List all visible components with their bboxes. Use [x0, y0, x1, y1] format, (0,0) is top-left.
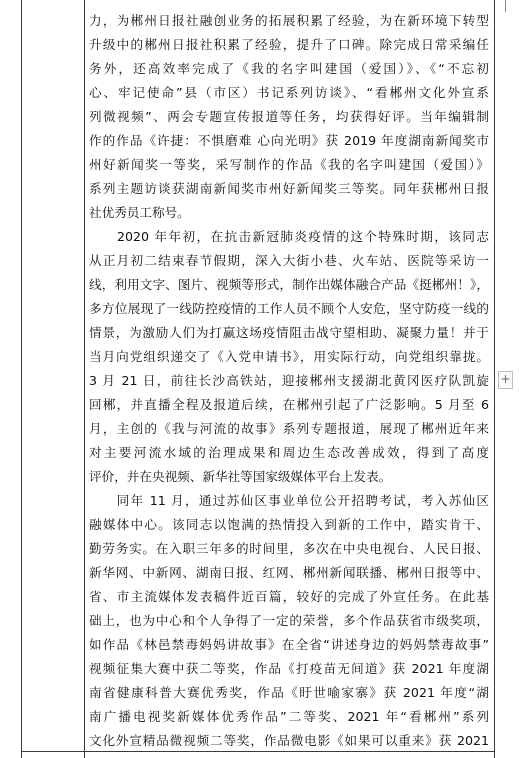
page-corner-mark [505, 0, 506, 12]
text-line: 对主要河流水域的治理成果和周边生态改善成效，得到了高度 [89, 445, 489, 460]
text-line: 南广播电视奖新媒体优秀作品”二等奖、2021 年“看郴州”系列 [89, 709, 489, 724]
text-line: 省、市主流媒体发表稿件近百篇，较好的完成了外宣任务。在此基 [89, 589, 489, 604]
text-line: 勤劳务实。在入职三年多的时间里，多次在中央电视台、人民日报、 [89, 541, 489, 556]
text-line: 力，为郴州日报社融创业务的拓展积累了经验，为在新环境下转型 [89, 13, 489, 28]
text-line: 评价，并在央视频、新华社等国家级媒体平台上发表。 [89, 469, 392, 484]
text-line: 月，主创的《我与河流的故事》系列专题报道，展现了郴州近年来 [89, 421, 489, 436]
text-line: 州好新闻奖一等奖，采写制作的作品《我的名字叫建国（爱国）》 [89, 157, 489, 172]
text-line: 础上，也为中心和个人争得了一定的荣誉，多个作品获省市级奖项， [89, 613, 489, 628]
text-line: 视频征集大赛中获二等奖，作品《打疫苗无间道》获 2021 年度湖 [89, 661, 489, 676]
text-cell [85, 0, 493, 758]
text-line: 新华网、中新网、湖南日报、红网、郴州新闻联播、郴州日报等中、 [89, 565, 489, 580]
text-line: 融媒体中心。该同志以饱满的热情投入到新的工作中，踏实肯干、 [89, 517, 489, 532]
text-line: 从正月初二结束春节假期，深入大街小巷、火车站、医院等采访一 [89, 253, 489, 268]
text-line: 3 月 21 日，前往长沙高铁站，迎接郴州支援湖北黄冈医疗队凯旋 [89, 373, 489, 388]
text-line: 列微视频”、两会专题宣传报道等任务，均获得好评。当年编辑制 [89, 109, 489, 124]
text-line: 作的作品《许捷：不惧磨难 心向光明》获 2019 年度湖南新闻奖市 [89, 133, 489, 148]
text-line: 如作品《林邑禁毒妈妈讲故事》在全省“讲述身边的妈妈禁毒故事” [89, 637, 489, 652]
text-line: 2020 年年初，在抗击新冠肺炎疫情的这个特殊时期，该同志 [89, 229, 489, 244]
text-line: 同年 11 月，通过苏仙区事业单位公开招聘考试，考入苏仙区 [89, 493, 489, 508]
text-line: 心、牢记使命”县（市区）书记系列访谈》、“看郴州文化外宣系 [89, 85, 489, 100]
text-line: 升级中的郴州日报社积累了经验，提升了口碑。除完成日常采编任 [89, 37, 489, 52]
text-line: 文化外宣精品微视频二等奖，作品微电影《如果可以重来》获 2021 [89, 733, 489, 748]
add-row-plus-icon[interactable]: + [498, 371, 513, 389]
text-line: 回郴，并直播全程及报道后续，在郴州引起了广泛影响。5 月至 6 [89, 397, 489, 412]
text-line: 务外，还高效率完成了《我的名字叫建国（爱国）》、《“不忘初 [89, 61, 489, 76]
text-line: 社优秀员工称号。 [89, 205, 190, 220]
text-line: 线，利用文字、图片、视频等形式，制作出媒体融合产品《挺郴州！》， [89, 277, 489, 292]
text-line: 南省健康科普大赛优秀奖，作品《盱世喻家寨》获 2021 年度“湖 [89, 685, 489, 700]
text-line: 当月向党组织递交了《入党申请书》，用实际行动，向党组织靠拢。 [89, 349, 489, 364]
text-line: 系列主题访谈获湖南新闻奖市州好新闻奖三等奖。同年获郴州日报 [89, 181, 489, 196]
table-border-left [21, 0, 22, 758]
table-border-right [494, 0, 495, 758]
text-line: 情景，为激励人们为打赢这场疫情阻击战守望相助、凝聚力量！并于 [89, 325, 489, 340]
text-line: 多方位展现了一线防控疫情的工作人员不顾个人安危，坚守防疫一线的 [89, 301, 489, 316]
